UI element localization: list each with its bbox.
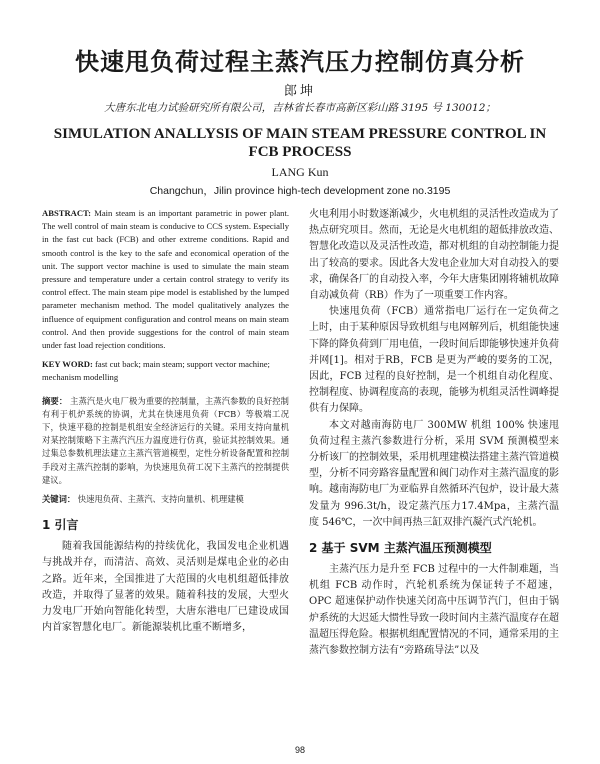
author-name-cn: 郎坤	[283, 84, 316, 99]
keywords-cn-text: 快速甩负荷、主蒸汽、支持向量机、机理建模	[77, 494, 244, 505]
abstract-cn	[42, 395, 289, 487]
paragraph-section-2: 主蒸汽压力是升至 FCB 过程中的一大件制难题，当机组 FCB 动作时，汽轮机系统为保证转子不超速，OPC 超速保护动作快速关闭高中压调节汽门，但由于锅炉系统的大迟延大惯性导致一段时间内主蒸汽温度存在超温超压得危险。根据机组配置情况的不同，通常采用的主蒸汽参数控制方法有“旁路疏导法”以及	[309, 564, 559, 657]
abstract-en-label: ABSTRACT:	[42, 208, 92, 218]
abstract-en-text: Main steam is an important parametric in power plant. The well control of main steam is conducive to CCS system. Especially in the fast cut back (FCB) and other extreme conditions. Rapid and smooth control is the key to the safe and economical operation of the unit. The support vector machine is used to simulate the main steam pressure and temperature under a certain control strategy to verify its control effect. The main steam pipe model is established by the lumped parameter mechanism method. The model qualitatively analyzes the influence of equipment configuration and control means on main steam control. And then provide suggestions for the control of main steam under fast load rejection conditions.	[42, 208, 289, 351]
section-1-heading: 1 引言	[42, 518, 79, 533]
paper-title-en: SIMULATION ANALLYSIS OF MAIN STEAM PRESSURE CONTROL IN FCB PROCESS	[53, 126, 547, 160]
keywords-en-label: KEY WORD:	[42, 359, 93, 370]
abstract-cn-text: 主蒸汽是火电厂极为重要的控制量，主蒸汽参数的良好控制有利于机炉系统的协调，尤其在快速甩负荷（FCB）等极端工况下，快速平稳的控制是机组安全经济运行的关键。采用支持向量机对某控制策略下主蒸汽汽压力温度进行仿真，验证其控制效果。通过集总参数机理法建立主蒸汽管道模型，定性分析设备配置和控制手段对主蒸汽控制的影响，为快速甩负荷工况下主蒸汽的控制提供建议。	[42, 395, 289, 485]
paragraph-intro-1-cont: 火电利用小时数逐渐减少，火电机组的灵活性改造成为了热点研究项目。然而，无论是火电机组的超低排放改造、智慧化改造以及灵活性改造，都对机组的自动控制能力提出了较高的要求。因此各大发电企业加大对自动投入的要求，确保各厂的自动投入率，今年大唐集团刚将辅机故障自动减负荷（RB）作为了一项重要工作内容。	[309, 209, 559, 302]
paragraph-intro-1: 随着我国能源结构的持续优化，我国发电企业机遇与挑战并存，而清洁、高效、灵活则是煤电企业的必由之路。近年来，全国推进了大范围的火电机组超低排放改造，并取得了显著的效果。随着科技的发展，大型火力发电厂开始向智能化转型，大唐东港电厂已建设成国内首家智慧化电厂。新能源装机比重不断增多，	[42, 541, 289, 634]
keywords-en-text: fast cut back; main steam; support vector machine; mechanism modelling	[42, 359, 270, 383]
keywords-en	[42, 358, 289, 384]
affiliation-cn: 大唐东北电力试验研究所有限公司，吉林省长春市高新区彩山路 3195 号 130012；	[104, 102, 496, 114]
keywords-cn	[42, 493, 289, 506]
page-number: 98	[294, 745, 305, 755]
right-column	[309, 207, 559, 659]
left-column	[42, 207, 289, 636]
section-2-heading: 2 基于 SVM 主蒸汽温压预测模型	[309, 541, 492, 556]
abstract-cn-label: 摘要：	[42, 395, 68, 406]
paper-title-cn: 快速甩负荷过程主蒸汽压力控制仿真分析	[75, 48, 525, 76]
paragraph-intro-2: 快速甩负荷（FCB）通常指电厂运行在一定负荷之上时，由于某种原因导致机组与电网解列后，机组能快速下降的降负荷到厂用电值，一段时间后即能够快速并负荷并网[1]。相对于RB，FCB 是更为严峻的要务的工况，因此，FCB 过程的良好控制，是一个机组自动化程度、控制程度、协调程度高的表现，能够为机组灵活性调峰提供有力保障。	[309, 306, 559, 415]
paragraph-intro-3: 本文对越南海防电厂 300MW 机组 100% 快速甩负荷过程主蒸汽参数进行分析，采用 SVM 预测模型来分析该厂的控制效果，采用机理建模法搭建主蒸汽管道模型，分析不同旁路容量配置和阀门动作对主蒸汽温度的影响。越南海防电厂为亚临界自然循环汽包炉，设计最大蒸发量为 996.3t/h，设定蒸汽压力17.4Mpa，主蒸汽温度 546℃，一次中间再热三缸双排汽凝汽式汽轮机。	[309, 419, 559, 528]
author-name-en: LANG Kun	[271, 165, 329, 179]
keywords-cn-label: 关键词：	[42, 494, 76, 505]
affiliation-en: Changchun，Jilin province high-tech development zone no.3195	[149, 185, 451, 197]
abstract-en	[42, 207, 289, 352]
